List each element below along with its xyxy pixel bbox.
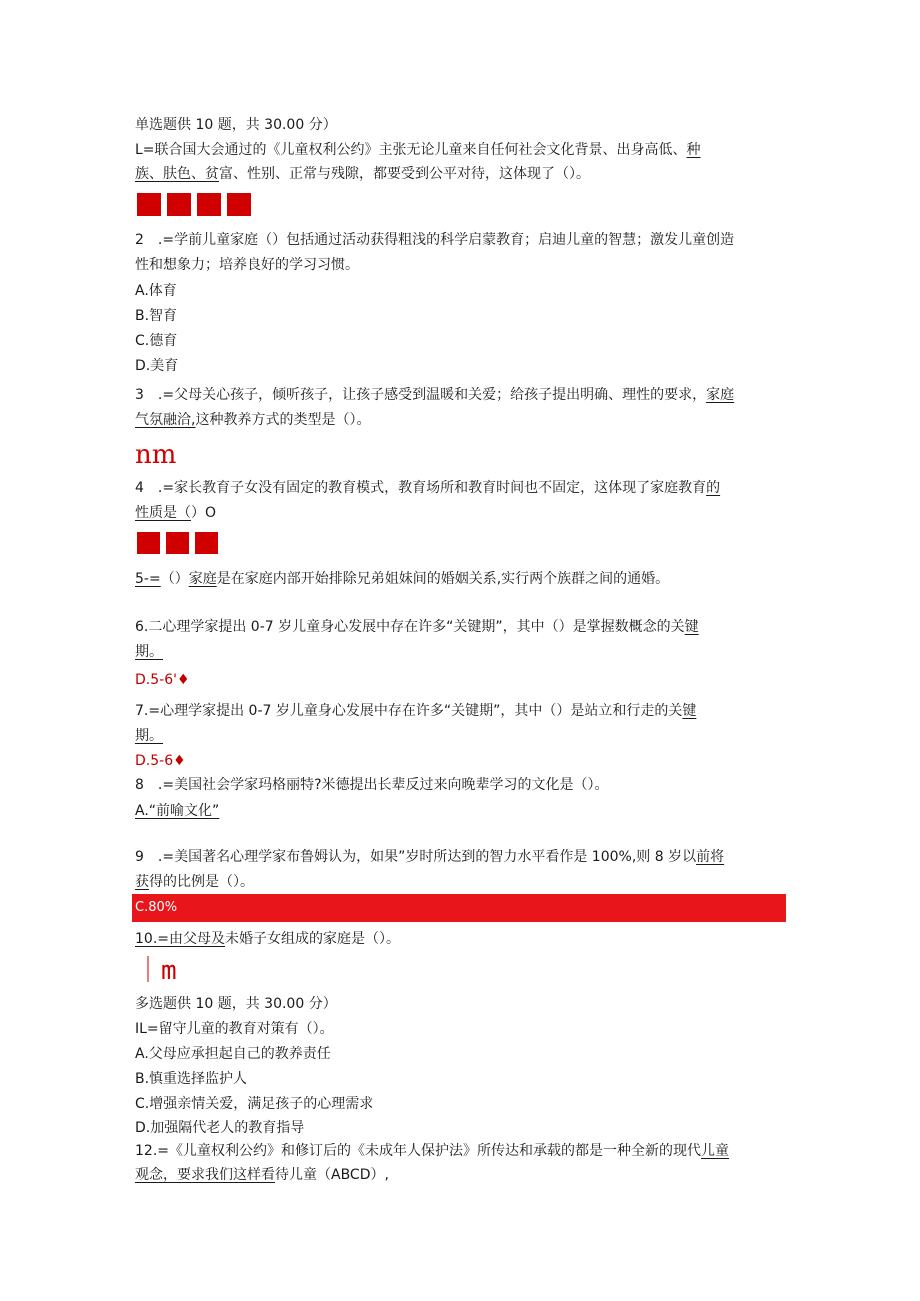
question-9-answer-highlight: C.80% <box>132 894 786 922</box>
question-1-line-2: 族、肤色、贫富、性别、正常与残隙，都要受到公平对待，这体现了（）。 <box>135 166 590 182</box>
option-a: A.父母应承担起自己的教养责任 <box>135 1046 331 1062</box>
question-1-line-1: L=联合国大会通过的《儿童权利公约》主张无论儿童来自任何社会文化背景、出身高低、种 <box>135 142 701 158</box>
question-7-line-2: 期。 <box>135 728 163 744</box>
option-b: B.慎重选择监护人 <box>135 1071 248 1087</box>
question-9-line-1: 9 .=美国著名心理学家布鲁姆认为，如果”岁时所达到的智力水平看作是 100%,则 8 岁以前将 <box>135 849 725 865</box>
answer-glyph: ｜m <box>135 956 177 986</box>
answer-redacted-blocks <box>137 532 218 556</box>
question-8: 8 .=美国社会学家玛格丽特?米德提出长辈反过来向晚辈学习的文化是（）。 <box>135 777 609 793</box>
answer-redacted-blocks <box>137 193 251 217</box>
answer-glyph: nm <box>135 440 177 470</box>
option-c: C.德育 <box>135 333 178 349</box>
question-12-line-1: 12.=《儿童权利公约》和修订后的《未成年人保护法》所传达和承载的都是一种全新的现代儿童 <box>135 1143 729 1159</box>
question-6-answer: D.5-6'♦ <box>135 672 190 688</box>
question-8-answer: A.“前喻文化” <box>135 803 220 819</box>
option-d: D.美育 <box>135 358 179 374</box>
redaction-block <box>227 193 251 216</box>
option-a: A.体育 <box>135 283 177 299</box>
question-3-line-1: 3 .=父母关心孩子，倾听孩子，让孩子感受到温暖和关爱；给孩子提出明确、理性的要求，家庭 <box>135 387 735 403</box>
redaction-block <box>166 532 189 554</box>
redaction-block <box>137 193 161 216</box>
question-3-line-2: 气氛融洽,这种教养方式的类型是（）。 <box>135 412 371 428</box>
question-4-line-1: 4 .=家长教育子女没有固定的教育模式，教育场所和教育时间也不固定，这体现了家庭教育的 <box>135 480 721 496</box>
section-header-multi: 多选题供 10 题，共 30.00 分） <box>135 996 337 1012</box>
question-6-line-1: 6.二心理学家提出 0-7 岁儿童身心发展中存在许多“关键期”，其中（）是掌握数概念的关键 <box>135 619 699 635</box>
question-2-line-1: 2 .=学前儿童家庭（）包括通过活动获得粗浅的科学启蒙教育；启迪儿童的智慧；激发儿童创造 <box>135 232 735 248</box>
question-12-line-2: 观念，要求我们这样看待儿童（ABCD）, <box>135 1167 389 1183</box>
question-5: 5-=（）家庭是在家庭内部开始排除兄弟姐妹间的婚姻关系,实行两个族群之间的通婚。 <box>135 571 670 587</box>
question-7-line-1: 7.=心理学家提出 0-7 岁儿童身心发展中存在许多“关键期”，其中（）是站立和行走的关键 <box>135 703 697 719</box>
question-9-line-2: 获得的比例是（）。 <box>135 874 254 890</box>
redaction-block <box>195 532 218 554</box>
option-c: C.增强亲情关爱，满足孩子的心理需求 <box>135 1096 374 1112</box>
redaction-block <box>167 193 191 216</box>
question-10: 10.=由父母及未婚子女组成的家庭是（）。 <box>135 931 400 947</box>
question-6-line-2: 期。 <box>135 644 163 660</box>
question-11: IL=留守儿童的教育对策有（）。 <box>135 1021 334 1037</box>
redaction-block <box>137 532 160 554</box>
redaction-block <box>197 193 221 216</box>
option-d: D.加强隔代老人的教育指导 <box>135 1120 305 1136</box>
section-header-single: 单选题供 10 题，共 30.00 分） <box>135 117 337 133</box>
question-4-line-2: 性质是（）O <box>135 505 217 521</box>
question-7-answer: D.5-6♦ <box>135 753 186 769</box>
option-b: B.智育 <box>135 308 178 324</box>
question-2-line-2: 性和想象力；培养良好的学习习惯。 <box>135 257 359 273</box>
